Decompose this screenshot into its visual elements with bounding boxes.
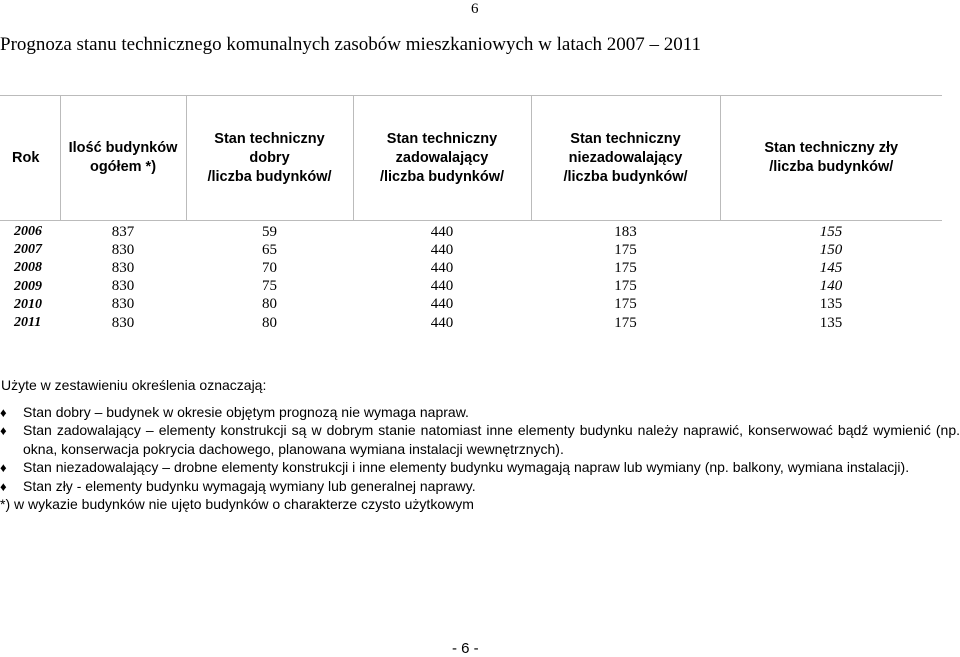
table-row xyxy=(0,314,942,332)
definition-item xyxy=(0,458,960,477)
column-header xyxy=(531,96,720,221)
data-table xyxy=(0,223,942,332)
column-header xyxy=(60,96,186,221)
table-cell: 830 xyxy=(111,259,135,276)
table-cell: 75 xyxy=(262,278,277,295)
table-cell: 440 xyxy=(430,223,454,240)
diamond-bullet-icon: ♦ xyxy=(0,404,7,420)
table-cell: 70 xyxy=(262,259,277,276)
table-cell: 80 xyxy=(262,314,277,331)
header-line: Ilość budynków xyxy=(68,140,178,156)
table-cell: 140 xyxy=(819,278,843,295)
table-cell: 440 xyxy=(430,259,454,276)
table-cell: 440 xyxy=(430,241,454,258)
header-line: /liczba budynków/ xyxy=(563,168,688,185)
table-cell: 175 xyxy=(614,278,637,295)
table-cell: 175 xyxy=(614,259,637,276)
table-cell: 440 xyxy=(430,278,454,295)
table-cell: 830 xyxy=(111,278,135,295)
table-cell: 65 xyxy=(262,241,277,258)
header-line: dobry xyxy=(249,149,290,166)
header-table xyxy=(0,95,942,221)
table-cell: 175 xyxy=(614,241,637,258)
year-cell: 2007 xyxy=(14,242,42,258)
table-cell: 830 xyxy=(111,241,135,258)
column-header-year xyxy=(0,96,60,221)
table-row xyxy=(0,259,942,277)
definition-item xyxy=(0,477,960,496)
column-header xyxy=(720,96,942,221)
table-cell: 150 xyxy=(819,241,843,258)
table-row xyxy=(0,296,942,314)
table-row xyxy=(0,241,942,259)
table-cell: 837 xyxy=(111,223,135,240)
year-cell: 2010 xyxy=(14,296,42,312)
table-cell: 145 xyxy=(819,259,843,276)
column-header xyxy=(353,96,531,221)
page-title: Prognoza stanu technicznego komunalnych zasobów mieszkaniowych w latach 2007 – 2011 xyxy=(0,34,702,55)
table-cell: 183 xyxy=(614,223,637,240)
header-line: zadowalający xyxy=(395,149,489,166)
table-cell: 135 xyxy=(819,296,843,313)
table-cell: 175 xyxy=(614,296,637,313)
table-cell: 440 xyxy=(430,296,454,313)
table-cell: 175 xyxy=(614,314,637,331)
year-cell: 2006 xyxy=(14,224,42,240)
column-header xyxy=(186,96,353,221)
table-row xyxy=(0,278,942,296)
year-cell: 2009 xyxy=(14,278,42,294)
definition-text: Stan zadowalający – elementy konstrukcji są w dobrym stanie natomiast inne elementy budynku należy naprawić, konserwować bądź wymienić (np. okna, konserwacja pokrycia dachowego, planowana wymiana instalacji wewnętrznych). xyxy=(23,422,960,457)
table-cell: 830 xyxy=(111,296,135,313)
table-header-row xyxy=(0,96,942,221)
year-cell: 2008 xyxy=(14,260,42,276)
header-line: /liczba budynków/ xyxy=(207,168,332,185)
year-cell: 2011 xyxy=(14,315,42,331)
table-cell: 135 xyxy=(819,314,843,331)
header-line: ogółem *) xyxy=(89,159,157,175)
header-line: Stan techniczny xyxy=(570,130,681,147)
table-row xyxy=(0,223,942,241)
definition-item xyxy=(0,403,960,422)
diamond-bullet-icon: ♦ xyxy=(0,460,7,475)
header-line: /liczba budynków/ xyxy=(769,159,894,175)
header-line: Stan techniczny xyxy=(214,130,325,147)
definition-list xyxy=(0,403,960,496)
table-cell: 80 xyxy=(262,296,277,313)
table-cell: 440 xyxy=(430,314,454,331)
header-line: /liczba budynków/ xyxy=(379,168,505,185)
notes-section xyxy=(0,376,960,514)
table-cell: 830 xyxy=(111,314,135,331)
definition-text: Stan zły - elementy budynku wymagają wymiany lub generalnej naprawy. xyxy=(23,477,476,494)
page-number-bottom: - 6 - xyxy=(452,640,479,657)
header-line: Stan techniczny xyxy=(386,130,498,147)
footnote: *) w wykazie budynków nie ujęto budynków o charakterze czysto użytkowym xyxy=(0,496,474,512)
header-line: Rok xyxy=(12,149,40,166)
definition-text: Stan dobry – budynek w okresie objętym prognozą nie wymaga napraw. xyxy=(23,403,469,420)
table-cell: 59 xyxy=(262,223,277,240)
definition-text: Stan niezadowalający – drobne elementy konstrukcji i inne elementy budynku wymagają napraw lub wymiany (np. balkony, wymiana instalacji). xyxy=(23,459,910,475)
definition-item xyxy=(0,421,960,458)
table-cell: 155 xyxy=(819,223,843,240)
diamond-bullet-icon: ♦ xyxy=(0,423,7,438)
page-number-top: 6 xyxy=(471,1,479,17)
notes-intro: Użyte w zestawieniu określenia oznaczają: xyxy=(1,377,267,393)
header-line: niezadowalający xyxy=(568,149,683,166)
diamond-bullet-icon: ♦ xyxy=(0,478,7,494)
header-line: Stan techniczny zły xyxy=(764,140,899,156)
